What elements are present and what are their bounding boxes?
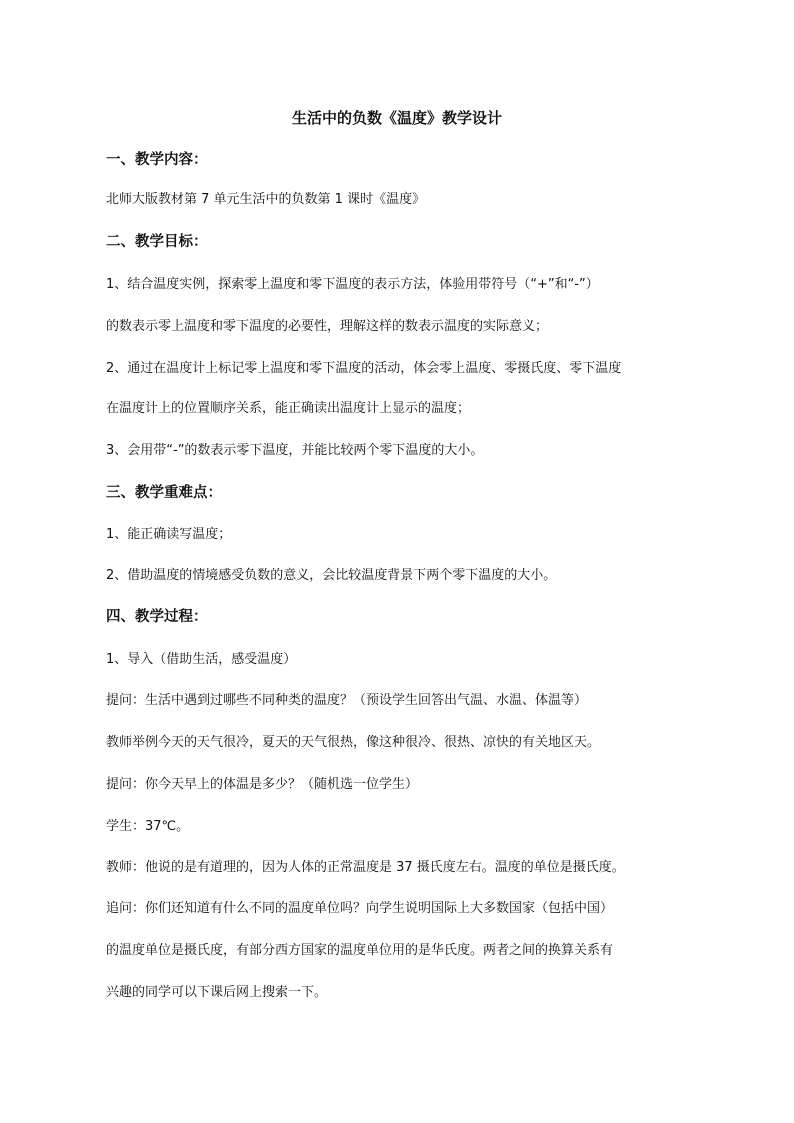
section-heading-goals: 二、教学目标： <box>106 234 208 250</box>
paragraph-line: 提问：你今天早上的体温是多少？（随机选一位学生） <box>106 777 419 792</box>
paragraph-line: 兴趣的同学可以下课后网上搜索一下。 <box>106 985 328 1000</box>
paragraph-line: 1、导入（借助生活，感受温度） <box>106 652 297 667</box>
paragraph-line: 追问：你们还知道有什么不同的温度单位吗？向学生说明国际上大多数国家（包括中国） <box>106 901 614 916</box>
document-title: 生活中的负数《温度》教学设计 <box>291 109 502 127</box>
paragraph-line: 提问：生活中遇到过哪些不同种类的温度？（预设学生回答出气温、水温、体温等） <box>106 693 588 708</box>
paragraph-line: 北师大版教材第 7 单元生活中的负数第 1 课时《温度》 <box>106 192 426 207</box>
section-heading-content: 一、教学内容： <box>106 152 208 168</box>
paragraph-line: 的温度单位是摄氏度，有部分西方国家的温度单位用的是华氏度。两者之间的换算关系有 <box>106 943 614 958</box>
section-heading-key-points: 三、教学重难点： <box>106 485 222 501</box>
paragraph-line: 学生：37℃。 <box>106 819 190 834</box>
paragraph-line: 1、结合温度实例，探索零上温度和零下温度的表示方法，体验用带符号（“+”和“-”） <box>106 277 599 292</box>
paragraph-line: 2、通过在温度计上标记零上温度和零下温度的活动，体会零上温度、零摄氏度、零下温度 <box>106 361 622 376</box>
paragraph-line: 3、会用带“-”的数表示零下温度，并能比较两个零下温度的大小。 <box>106 443 484 458</box>
paragraph-line: 在温度计上的位置顺序关系，能正确读出温度计上显示的温度； <box>106 401 471 416</box>
paragraph-line: 2、借助温度的情境感受负数的意义，会比较温度背景下两个零下温度的大小。 <box>106 568 557 583</box>
paragraph-line: 教师：他说的是有道理的，因为人体的正常温度是 37 摄氏度左右。温度的单位是摄氏度。 <box>106 860 625 875</box>
paragraph-line: 1、能正确读写温度； <box>106 527 232 542</box>
paragraph-line: 教师举例今天的天气很冷，夏天的天气很热，像这种很冷、很热、凉快的有关地区天。 <box>106 735 601 750</box>
section-heading-process: 四、教学过程： <box>106 609 208 625</box>
paragraph-line: 的数表示零上温度和零下温度的必要性，理解这样的数表示温度的实际意义； <box>106 319 549 334</box>
